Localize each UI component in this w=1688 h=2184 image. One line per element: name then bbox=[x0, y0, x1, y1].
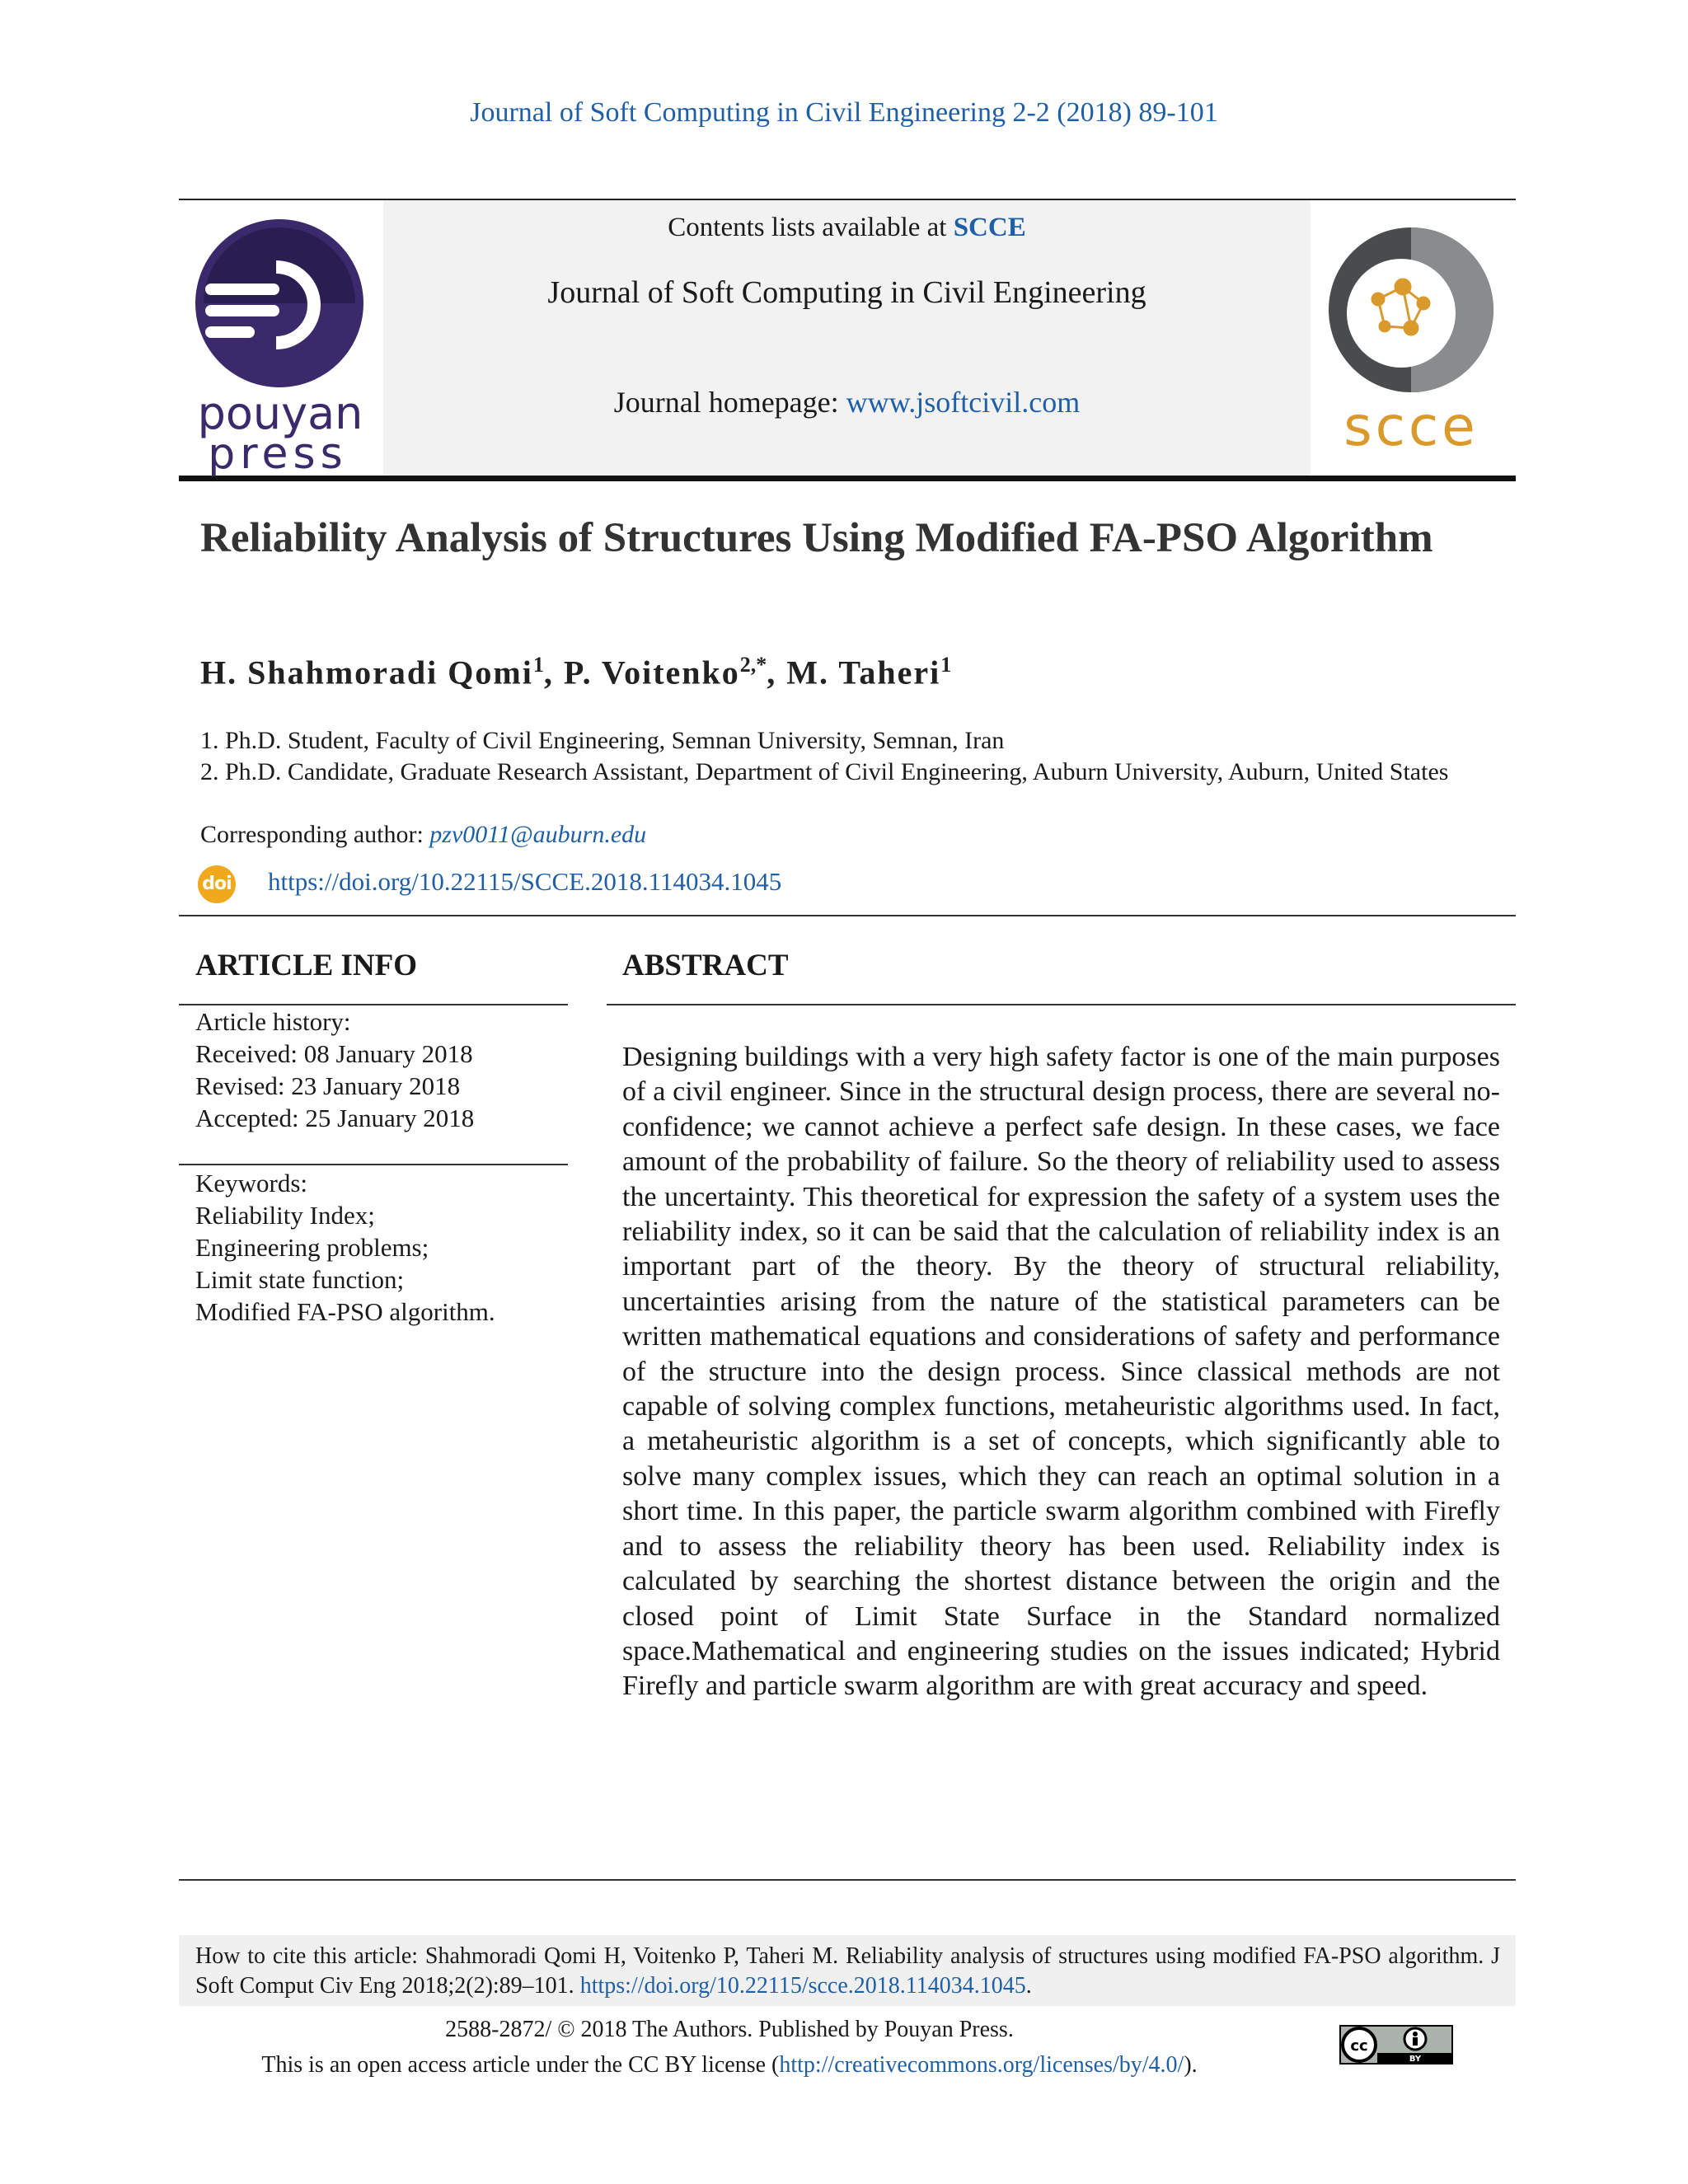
svg-text:press: press bbox=[208, 429, 348, 476]
license-suffix: ). bbox=[1184, 2052, 1198, 2078]
section-divider bbox=[179, 1879, 1516, 1881]
license-prefix: This is an open access article under the CC BY license ( bbox=[261, 2052, 780, 2078]
author-list: H. Shahmoradi Qomi$^1$, P. Voitenko$^{2,*}$, M. Taheri$^1$ bbox=[200, 653, 952, 691]
keywords-rule bbox=[179, 1164, 568, 1165]
author-name: P. Voitenko bbox=[563, 654, 740, 691]
revised-date: Revised: 23 January 2018 bbox=[195, 1071, 461, 1100]
keyword-item: Engineering problems; bbox=[195, 1233, 429, 1262]
citation-doi-link[interactable]: https://doi.org/10.22115/scce.2018.114034.1045 bbox=[579, 1973, 1026, 1999]
keyword-item: Reliability Index; bbox=[195, 1201, 375, 1230]
author-affiliation-mark: 2,* bbox=[739, 653, 767, 677]
doi-link[interactable]: https://doi.org/10.22115/SCCE.2018.114034.1045 bbox=[268, 867, 782, 896]
scce-logo bbox=[1312, 221, 1510, 460]
citation-body: How to cite this article: Shahmoradi Qomi H, Voitenko P, Taheri M. Reliability analysis of structures using modified FA-PSO algorithm. J Soft Comput Civ Eng 2018;2(2):89–101. bbox=[195, 1943, 1500, 1999]
author-affiliation-mark: 1 bbox=[940, 653, 952, 677]
abstract-heading: ABSTRACT bbox=[622, 949, 789, 982]
paper-title: Reliability Analysis of Structures Using Modified FA-PSO Algorithm bbox=[200, 515, 1433, 561]
affiliation-2: 2. Ph.D. Candidate, Graduate Research Assistant, Department of Civil Engineering, Auburn University, Auburn, United States bbox=[200, 758, 1449, 785]
citation-text bbox=[195, 1942, 1500, 2001]
license-link[interactable]: http://creativecommons.org/licenses/by/4.0/ bbox=[779, 2052, 1184, 2078]
homepage-link[interactable]: www.jsoftcivil.com bbox=[846, 386, 1081, 419]
copyright-line: 2588-2872/ © 2018 The Authors. Published by Pouyan Press. bbox=[445, 2017, 1014, 2042]
contents-brand: SCCE bbox=[953, 213, 1026, 242]
author-name: M. Taheri bbox=[786, 654, 941, 691]
homepage-label: Journal homepage: bbox=[613, 386, 846, 419]
author-name: H. Shahmoradi Qomi bbox=[200, 654, 533, 691]
header-journal-name: Journal of Soft Computing in Civil Engineering bbox=[547, 275, 1146, 310]
accepted-date: Accepted: 25 January 2018 bbox=[195, 1104, 475, 1132]
doi-icon: doi bbox=[198, 865, 236, 903]
history-label: Article history: bbox=[195, 1007, 351, 1036]
header-bottom-rule bbox=[179, 476, 1516, 481]
article-info-heading: ARTICLE INFO bbox=[195, 949, 418, 982]
abstract-rule bbox=[607, 1004, 1516, 1005]
corresponding-label: Corresponding author: bbox=[200, 821, 430, 848]
keywords-label: Keywords: bbox=[195, 1169, 308, 1197]
keyword-item: Limit state function; bbox=[195, 1265, 405, 1294]
svg-text:BY: BY bbox=[1409, 2055, 1422, 2064]
keyword-item: Modified FA-PSO algorithm. bbox=[195, 1297, 495, 1326]
article-history bbox=[195, 1005, 474, 1134]
received-date: Received: 08 January 2018 bbox=[195, 1039, 473, 1068]
license-line bbox=[0, 2052, 1459, 2079]
corresponding-email-link[interactable]: pzv0011@auburn.edu bbox=[429, 821, 647, 848]
journal-citation-line: Journal of Soft Computing in Civil Engineering 2-2 (2018) 89-101 bbox=[470, 97, 1218, 128]
homepage-line bbox=[383, 385, 1311, 419]
abstract-text: Designing buildings with a very high safety factor is one of the main purposes of a civil engineer. Since in the structural design process, there are several no-confidence; we cannot achieve a perfect safe design. In these cases, we face amount of the probability of failure. So the theory of reliability used to assess the uncertainty. This theoretical for expression the safety of a system uses the reliability index, so it can be said that the calculation of reliability index is an important part of the theory. By the theory of structural reliability, uncertainties arising from the nature of the statistical parameters can be written mathematical equations and considerations of safety and performance of the structure into the design process. Since classical methods are not capable of solving complex functions, metaheuristic algorithms used. In fact, a metaheuristic algorithm is a set of concepts, which significantly able to solve many complex issues, which they can reach an optimal solution in a short time. In this paper, the particle swarm algorithm combined with Firefly and to assess the reliability theory has been used. Reliability index is calculated by searching the shortest distance between the origin and the closed point of Limit State Surface in the Standard normalized space.Mathematical and engineering studies on the issues indicated; Hybrid Firefly and particle swarm algorithm are with great accuracy and speed. bbox=[622, 1042, 1500, 1702]
affiliation-1: 1. Ph.D. Student, Faculty of Civil Engineering, Semnan University, Semnan, Iran bbox=[200, 727, 1005, 754]
cc-by-badge[interactable] bbox=[1339, 2025, 1453, 2064]
pouyan-press-logo bbox=[187, 213, 377, 476]
author-affiliation-mark: 1 bbox=[532, 653, 544, 677]
contents-line bbox=[383, 213, 1311, 243]
citation-end: . bbox=[1025, 1973, 1032, 1999]
section-divider bbox=[179, 915, 1516, 916]
svg-text:pouyan: pouyan bbox=[197, 387, 363, 439]
contents-prefix: Contents lists available at bbox=[668, 213, 954, 242]
svg-text:cc: cc bbox=[1350, 2037, 1368, 2055]
corresponding-author bbox=[200, 821, 646, 849]
keywords bbox=[195, 1167, 495, 1328]
svg-text:scce: scce bbox=[1343, 395, 1479, 458]
